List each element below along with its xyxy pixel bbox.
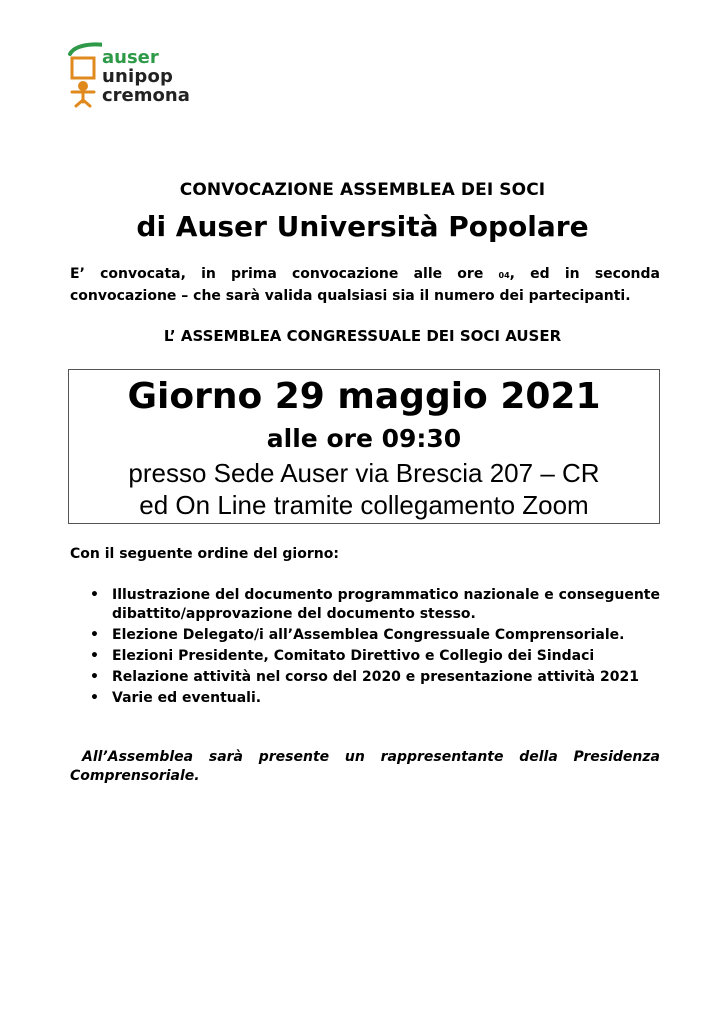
closing-note: All’Assemblea sarà presente un rappresentante della Presidenza Comprensoriale.: [70, 749, 660, 784]
agenda-intro: Con il seguente ordine del giorno:: [70, 546, 339, 562]
document-subtitle: di Auser Università Popolare: [136, 210, 589, 243]
agenda-item-text: Elezioni Presidente, Comitato Direttivo e Collegio dei Sindaci: [112, 648, 595, 664]
agenda-item: [90, 668, 660, 687]
intro-text-before: E’ convocata, in prima convocazione alle ore: [70, 266, 499, 282]
agenda-item-text: Relazione attività nel corso del 2020 e presentazione attività 2021: [112, 669, 639, 685]
event-online: ed On Line tramite collegamento Zoom: [139, 490, 589, 520]
event-time: alle ore 09:30: [266, 424, 462, 453]
logo-line-1: auser: [102, 47, 159, 68]
intro-text-after: , ed in seconda convocazione – che sarà valida qualsiasi sia il numero dei partecipanti.: [70, 266, 660, 304]
bullet-icon: •: [90, 627, 99, 643]
bullet-icon: •: [90, 587, 99, 603]
bullet-icon: •: [90, 669, 99, 685]
bullet-icon: •: [90, 690, 99, 706]
agenda-item: [90, 626, 660, 645]
document-title: CONVOCAZIONE ASSEMBLEA DEI SOCI: [179, 180, 546, 200]
logo-line-3: cremona: [102, 85, 190, 106]
event-date: Giorno 29 maggio 2021: [127, 376, 601, 417]
event-box: [68, 369, 660, 524]
agenda-list: [90, 586, 660, 710]
auser-logo: [66, 40, 206, 112]
logo-line-2: unipop: [102, 66, 174, 87]
intro-paragraph: [70, 264, 660, 306]
agenda-item-text: Elezione Delegato/i all’Assemblea Congressuale Comprensoriale.: [112, 627, 625, 643]
logo-text: [102, 48, 190, 105]
agenda-item-text: Illustrazione del documento programmatico nazionale e conseguente dibattito/approvazione del documento stesso.: [112, 587, 660, 622]
bullet-icon: •: [90, 648, 99, 664]
assembly-title: L’ ASSEMBLEA CONGRESSUALE DEI SOCI AUSER: [163, 327, 562, 345]
intro-small-hour: 04: [498, 271, 510, 280]
agenda-item: [90, 689, 660, 708]
logo-mark-icon: [66, 40, 102, 110]
agenda-item-text: Varie ed eventuali.: [112, 690, 262, 706]
event-place: presso Sede Auser via Brescia 207 – CR: [128, 458, 600, 488]
agenda-item: [90, 586, 660, 624]
agenda-item: [90, 647, 660, 666]
